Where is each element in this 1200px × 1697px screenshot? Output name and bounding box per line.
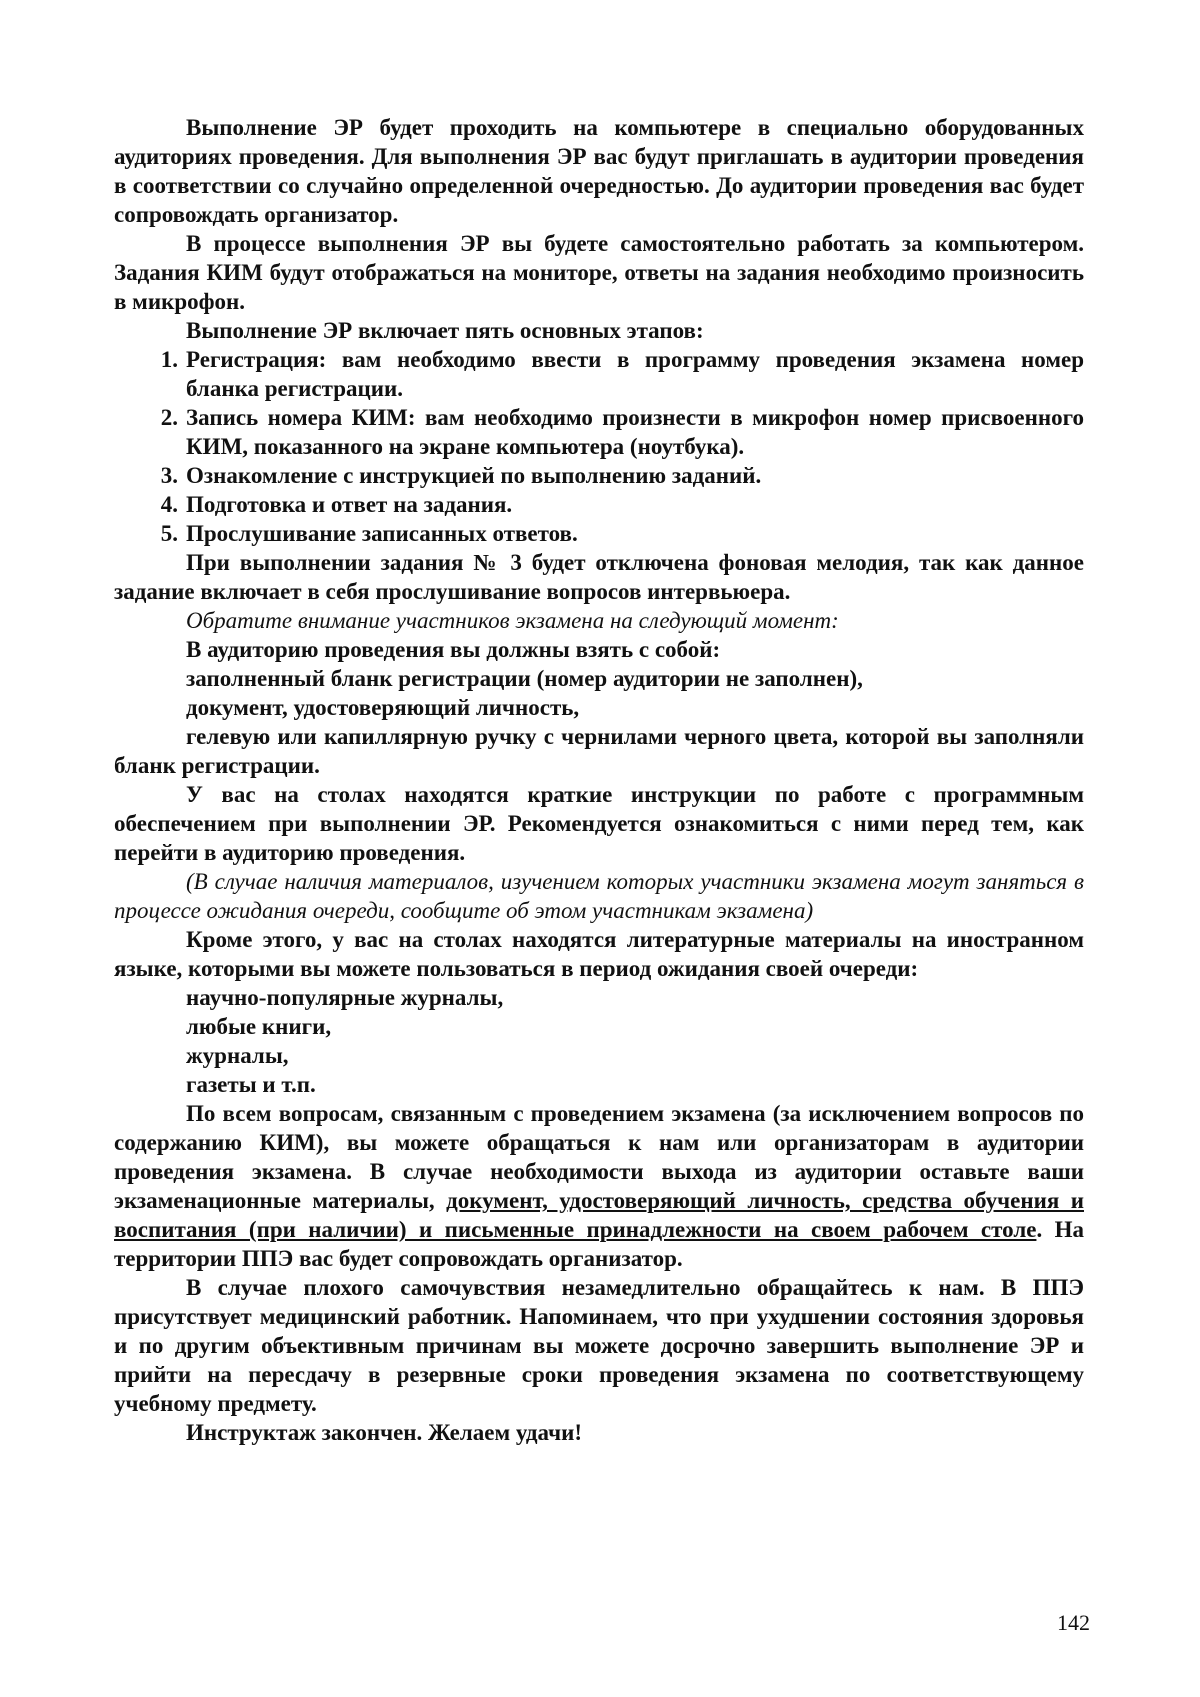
- paragraph-questions-end: . На территории ППЭ вас будет сопровождать организатор.: [114, 1217, 1084, 1271]
- list-item: [114, 403, 1084, 461]
- paragraph-bring-items: В аудиторию проведения вы должны взять с собой:: [186, 637, 721, 662]
- item-pen: гелевую или капиллярную ручку с чернилами черного цвета, которой вы заполняли бланк регистрации.: [114, 724, 1084, 778]
- paragraph-stages-intro: Выполнение ЭР включает пять основных этапов:: [186, 318, 704, 343]
- paragraph-attention-note: Обратите внимание участников экзамена на следующий момент:: [186, 608, 839, 633]
- page-number: 142: [1057, 1610, 1090, 1635]
- list-item-number: 1.: [160, 347, 178, 372]
- list-item-number: 5.: [160, 521, 178, 546]
- list-item-number: 4.: [160, 492, 178, 517]
- list-item-text: Ознакомление с инструкцией по выполнению заданий.: [186, 463, 762, 488]
- item-registration-form: заполненный бланк регистрации (номер аудитории не заполнен),: [186, 666, 863, 691]
- paragraph-computer-work: В процессе выполнения ЭР вы будете самостоятельно работать за компьютером. Задания КИМ будут отображаться на мониторе, ответы на задания необходимо произносить в микрофон.: [114, 231, 1084, 314]
- paragraph-instructions: У вас на столах находятся краткие инструкции по работе с программным обеспечением при выполнении ЭР. Рекомендуется ознакомиться с ними перед тем, как перейти в аудиторию проведения.: [114, 782, 1084, 865]
- list-item-text: Регистрация: вам необходимо ввести в программу проведения экзамена номер бланка регистрации.: [186, 347, 1084, 401]
- item-journals: журналы,: [186, 1043, 289, 1068]
- list-item-number: 3.: [160, 463, 178, 488]
- paragraph-closing: Инструктаж закончен. Желаем удачи!: [186, 1420, 583, 1445]
- list-item: [114, 519, 1084, 548]
- item-books: любые книги,: [186, 1014, 332, 1039]
- paragraph-materials-note: (В случае наличия материалов, изучением которых участники экзамена могут заняться в процессе ожидания очереди, сообщите об этом участникам экзамена): [114, 869, 1084, 923]
- item-magazines-popular: научно-популярные журналы,: [186, 985, 504, 1010]
- list-item-text: Подготовка и ответ на задания.: [186, 492, 513, 517]
- item-newspapers: газеты и т.п.: [186, 1072, 316, 1097]
- item-id-document: документ, удостоверяющий личность,: [186, 695, 580, 720]
- paragraph-questions: [114, 1099, 1084, 1273]
- paragraph-exam-location: Выполнение ЭР будет проходить на компьютере в специально оборудованных аудиториях проведения. Для выполнения ЭР вас будут приглашать в аудитории проведения в соответствии со случайно определенной очередностью. До аудитории проведения вас будет сопровождать организатор.: [114, 115, 1084, 227]
- page-body: [114, 113, 1084, 1447]
- stages-list: [114, 345, 1084, 548]
- list-item-number: 2.: [160, 405, 178, 430]
- list-item: [114, 490, 1084, 519]
- list-item: [114, 461, 1084, 490]
- paragraph-literature: Кроме этого, у вас на столах находятся литературные материалы на иностранном языке, которыми вы можете пользоваться в период ожидания своей очереди:: [114, 927, 1084, 981]
- list-item-text: Запись номера КИМ: вам необходимо произнести в микрофон номер присвоенного КИМ, показанного на экране компьютера (ноутбука).: [186, 405, 1084, 459]
- list-item: [114, 345, 1084, 403]
- paragraph-questions-start: По всем вопросам, связанным с проведением экзамена (за исключением вопросов по содержанию КИМ), вы можете обращаться к нам или организаторам в аудитории проведения экзамена. В случае необходимости выхода из аудитории оставьте ваши экзаменационные материалы,: [114, 1101, 1084, 1213]
- paragraph-questions-underlined: документ, удостоверяющий личность, средства обучения и воспитания (при наличии) и письменные принадлежности на своем рабочем столе: [114, 1188, 1084, 1242]
- paragraph-task3-note: При выполнении задания № 3 будет отключена фоновая мелодия, так как данное задание включает в себя прослушивание вопросов интервьюера.: [114, 550, 1084, 604]
- paragraph-health: В случае плохого самочувствия незамедлительно обращайтесь к нам. В ППЭ присутствует медицинский работник. Напоминаем, что при ухудшении состояния здоровья и по другим объективным причинам вы можете досрочно завершить выполнение ЭР и прийти на пересдачу в резервные сроки проведения экзамена по соответствующему учебному предмету.: [114, 1275, 1084, 1416]
- list-item-text: Прослушивание записанных ответов.: [186, 521, 578, 546]
